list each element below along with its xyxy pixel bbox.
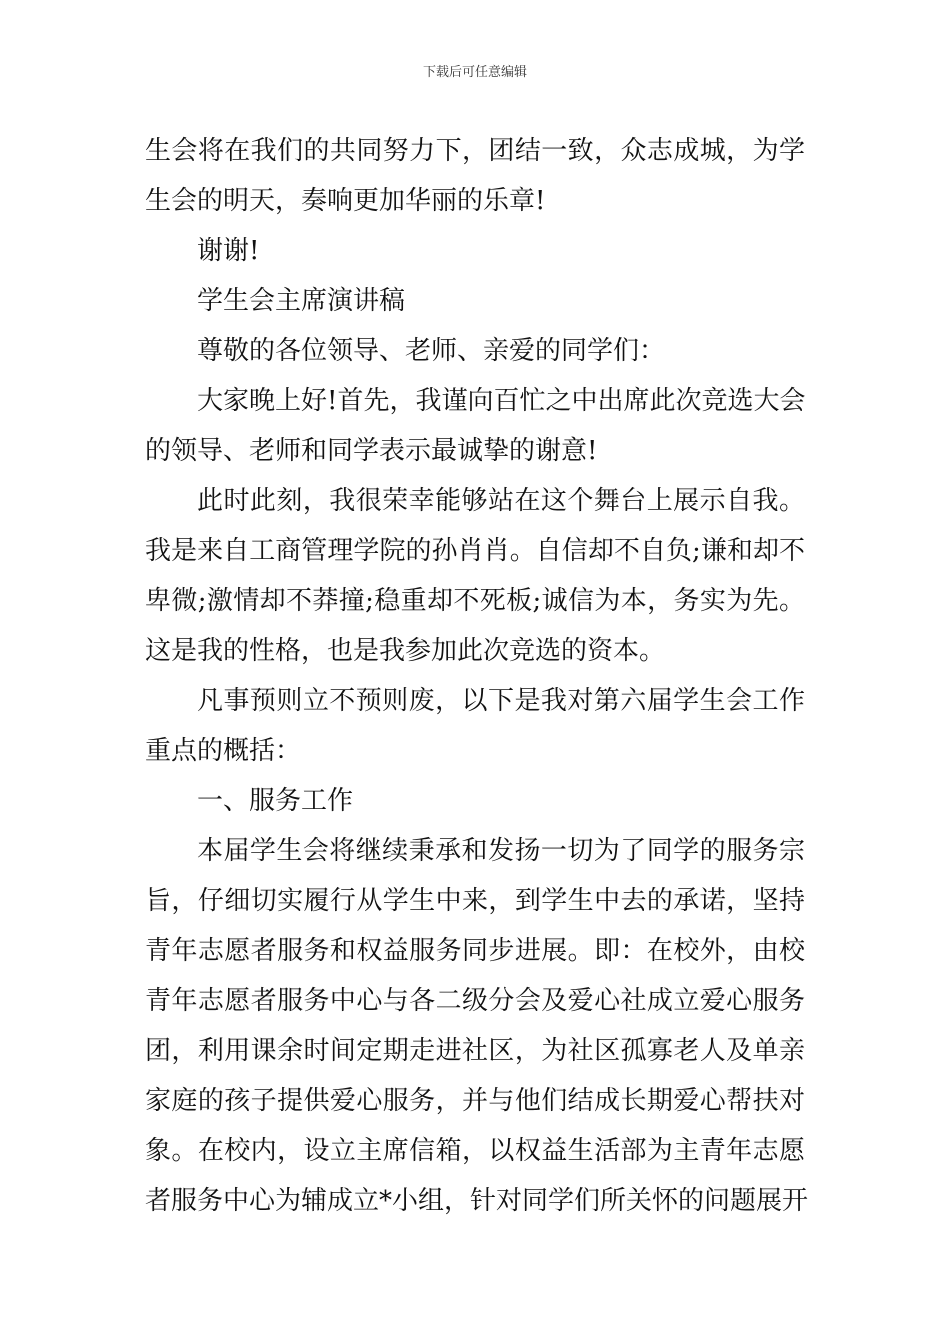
text-line: 大家晚上好!首先，我谨向百忙之中出席此次竞选大会 xyxy=(197,386,806,416)
text-line: 旨，仔细切实履行从学生中来，到学生中去的承诺，坚持 xyxy=(145,886,805,916)
text-line: 团，利用课余时间定期走进社区，为社区孤寡老人及单亲 xyxy=(145,1036,805,1066)
text-line: 这是我的性格，也是我参加此次竞选的资本。 xyxy=(145,636,666,666)
section-heading: 一、服务工作 xyxy=(197,786,354,816)
text-line: 者服务中心为辅成立*小组，针对同学们所关怀的问题展开 xyxy=(145,1186,809,1216)
text-line: 重点的概括： xyxy=(145,736,302,766)
salutation: 尊敬的各位领导、老师、亲爱的同学们： xyxy=(197,336,666,366)
text-line: 谢谢! xyxy=(197,236,260,266)
text-line: 此时此刻，我很荣幸能够站在这个舞台上展示自我。 xyxy=(197,486,805,516)
speech-title: 学生会主席演讲稿 xyxy=(197,286,406,316)
text-line: 的领导、老师和同学表示最诚挚的谢意! xyxy=(145,436,598,466)
text-line: 象。在校内，设立主席信箱，以权益生活部为主青年志愿 xyxy=(145,1136,805,1166)
document-body xyxy=(145,126,809,1226)
text-line: 生会将在我们的共同努力下，团结一致，众志成城，为学 xyxy=(145,136,805,166)
text-line: 生会的明天，奏响更加华丽的乐章! xyxy=(145,186,546,216)
text-line: 凡事预则立不预则废，以下是我对第六届学生会工作 xyxy=(197,686,805,716)
text-line: 本届学生会将继续秉承和发扬一切为了同学的服务宗 xyxy=(197,836,805,866)
text-line: 卑微;激情却不莽撞;稳重却不死板;诚信为本，务实为先。 xyxy=(145,586,805,616)
text-line: 我是来自工商管理学院的孙肖肖。自信却不自负;谦和却不 xyxy=(145,536,805,566)
text-line: 青年志愿者服务中心与各二级分会及爱心社成立爱心服务 xyxy=(145,986,805,1016)
text-line: 家庭的孩子提供爱心服务，并与他们结成长期爱心帮扶对 xyxy=(145,1086,805,1116)
page-header-note: 下载后可任意编辑 xyxy=(422,65,527,80)
text-line: 青年志愿者服务和权益服务同步进展。即：在校外，由校 xyxy=(145,936,805,966)
